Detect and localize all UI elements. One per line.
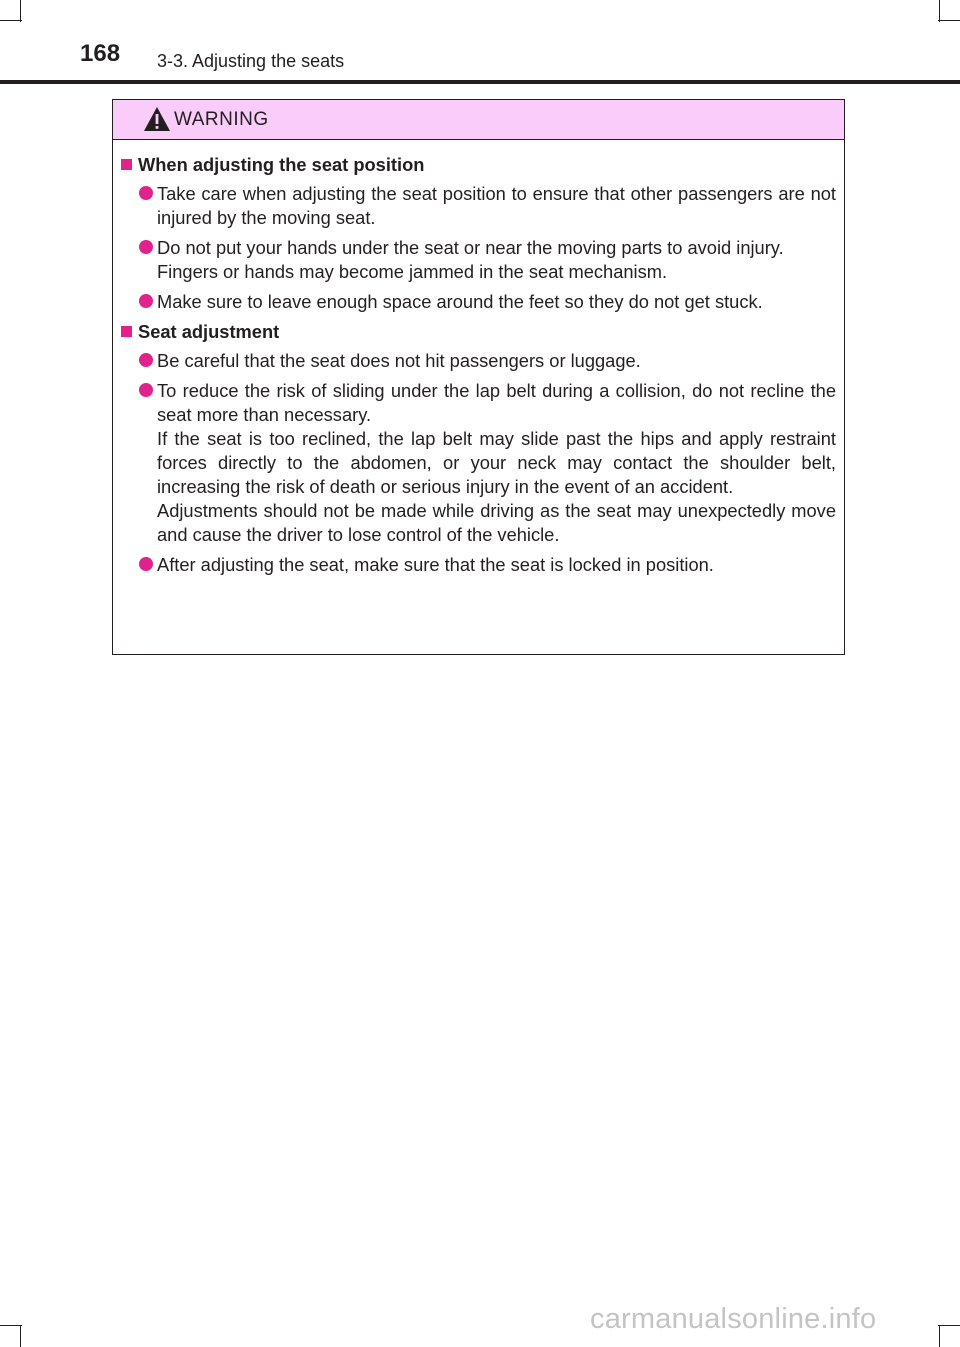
round-bullet-icon <box>139 240 153 254</box>
bullet-text: After adjusting the seat, make sure that the seat is locked in position. <box>157 554 714 575</box>
section-heading-text: When adjusting the seat position <box>138 154 425 175</box>
bullet-text: Make sure to leave enough space around the feet so they do not get stuck. <box>157 291 763 312</box>
watermark: carmanualsonline.info <box>590 1303 877 1335</box>
bullet-text: Take care when adjusting the seat position to ensure that other passengers are not injured by the moving seat. <box>157 183 836 228</box>
square-bullet-icon <box>121 159 132 170</box>
section-heading <box>121 153 836 177</box>
page-header <box>0 0 960 85</box>
square-bullet-icon <box>121 326 132 337</box>
crop-mark <box>20 1325 21 1347</box>
page-number: 168 <box>80 40 121 67</box>
crop-mark <box>938 1325 960 1326</box>
bullet-item <box>121 553 836 577</box>
bullet-text: Adjustments should not be made while driving as the seat may unexpectedly move and cause the driver to lose control of the vehicle. <box>157 500 836 545</box>
bullet-item <box>121 236 836 284</box>
warning-body <box>113 140 844 577</box>
warning-header <box>113 100 844 140</box>
header-rule <box>0 80 960 84</box>
section-heading <box>121 320 836 344</box>
bullet-text: Fingers or hands may become jammed in the seat mechanism. <box>157 261 668 282</box>
round-bullet-icon <box>139 557 153 571</box>
bullet-text: To reduce the risk of sliding under the lap belt during a collision, do not recline the seat more than necessary. <box>157 380 836 425</box>
warning-triangle-icon <box>143 106 171 137</box>
crop-mark <box>0 1325 22 1326</box>
section-title: 3-3. Adjusting the seats <box>157 51 345 71</box>
bullet-text: If the seat is too reclined, the lap belt may slide past the hips and apply restraint forces directly to the abdomen, or your neck may contact the shoulder belt, increasing the risk of death or serious injury in the event of an accident. <box>157 428 836 497</box>
bullet-item <box>121 182 836 230</box>
bullet-item <box>121 290 836 314</box>
crop-mark <box>939 1325 940 1347</box>
bullet-item <box>121 349 836 373</box>
bullet-item <box>121 379 836 547</box>
round-bullet-icon <box>139 353 153 367</box>
warning-label: WARNING <box>174 109 269 130</box>
warning-box <box>112 99 845 655</box>
section-heading-text: Seat adjustment <box>138 321 280 342</box>
bullet-text: Do not put your hands under the seat or near the moving parts to avoid injury. <box>157 237 784 258</box>
round-bullet-icon <box>139 383 153 397</box>
round-bullet-icon <box>139 294 153 308</box>
bullet-text: Be careful that the seat does not hit passengers or luggage. <box>157 350 641 371</box>
round-bullet-icon <box>139 186 153 200</box>
